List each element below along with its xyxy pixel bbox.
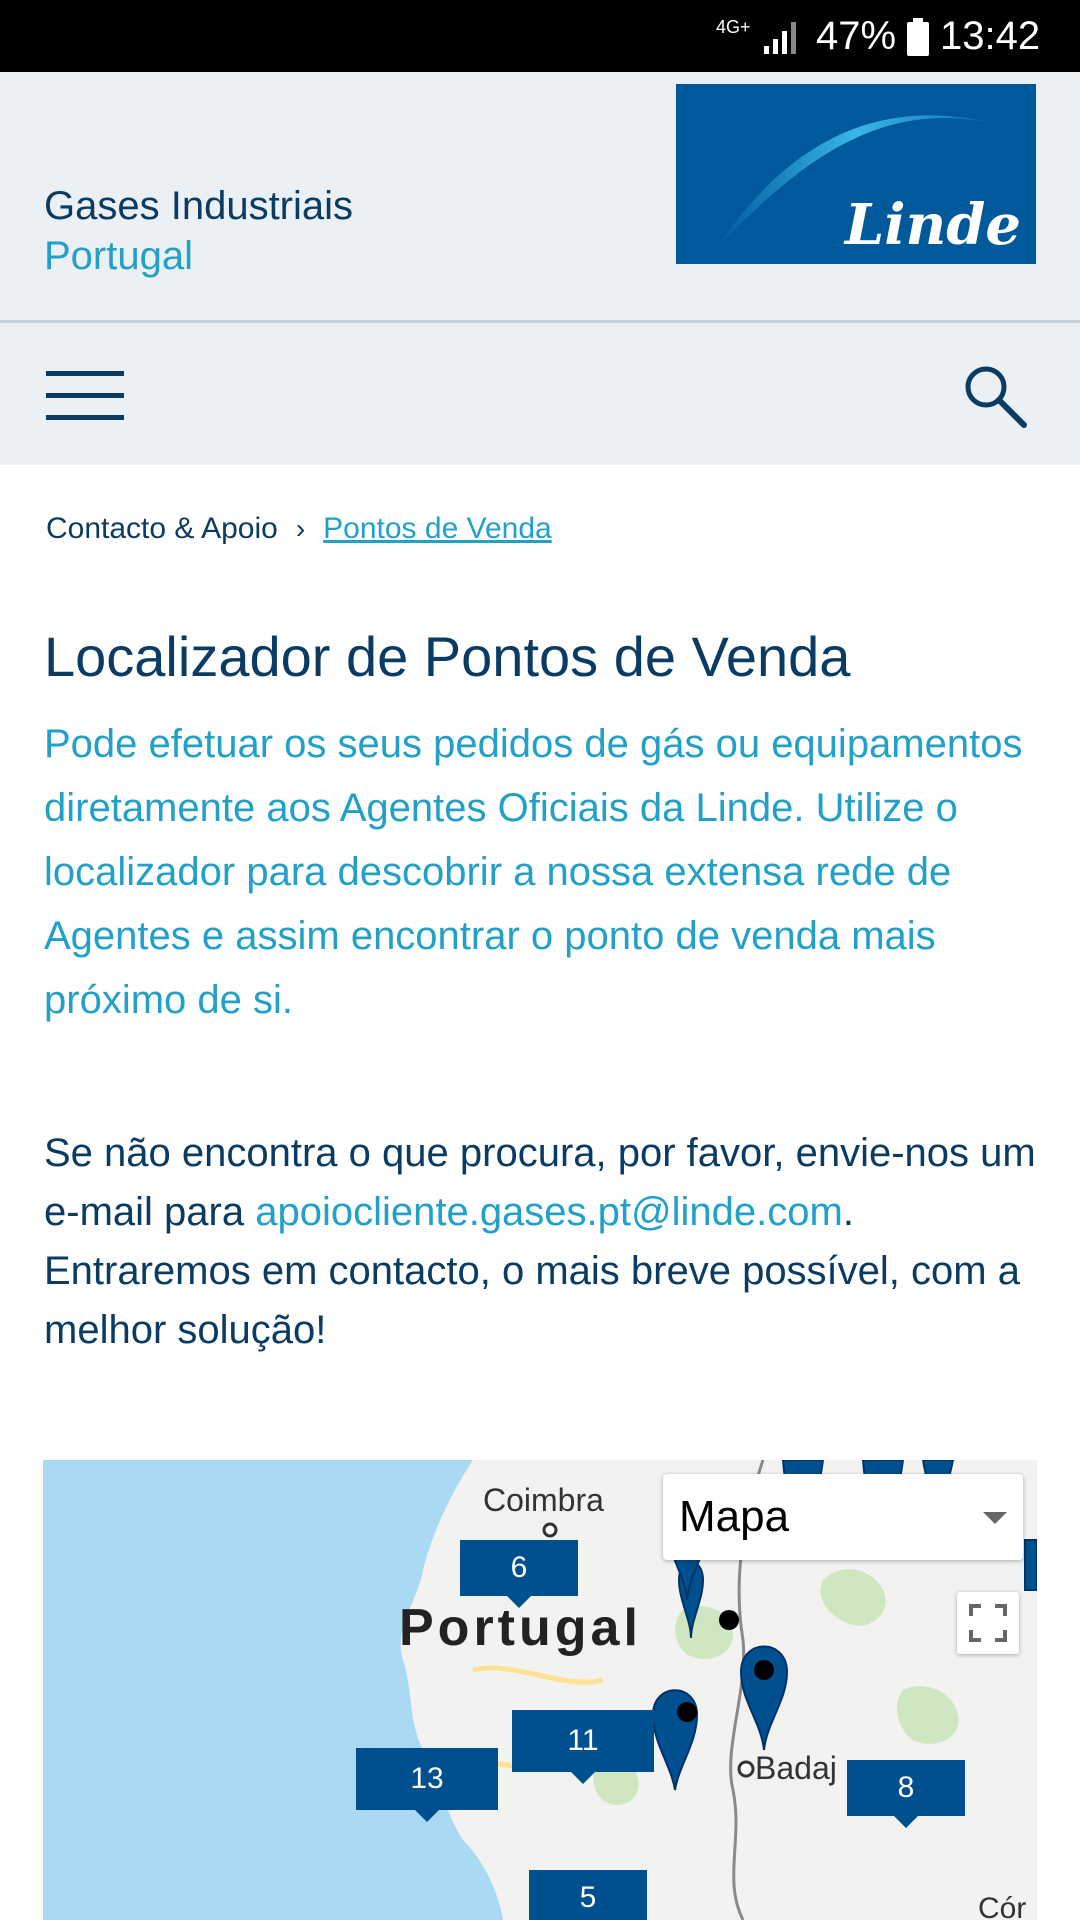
- linde-logo[interactable]: [676, 84, 1036, 264]
- map-city-coimbra: Coimbra: [483, 1482, 604, 1518]
- breadcrumb-current[interactable]: Pontos de Venda: [323, 512, 552, 545]
- signal-icon: [762, 20, 802, 54]
- map-country-label: Portugal: [399, 1599, 642, 1657]
- search-icon[interactable]: [962, 363, 1028, 429]
- network-indicator: 4G+: [716, 17, 751, 37]
- contact-text-before: Se não encontra o que procura, por favor, envie-nos um e-mail para: [44, 1131, 1036, 1234]
- intro-text: Pode efetuar os seus pedidos de gás ou equipamentos diretamente aos Agentes Oficiais da Linde. Utilize o localizador para descobrir a nossa extensa rede de Agentes e assim encontrar o ponto de venda mais próximo de si.: [44, 722, 1023, 1022]
- nav-bar: [0, 323, 1080, 465]
- site-country: Portugal: [44, 234, 193, 278]
- map-cluster-marker[interactable]: 5: [529, 1870, 647, 1920]
- map-type-select[interactable]: [663, 1474, 1023, 1560]
- store-locator-map[interactable]: [43, 1460, 1037, 1920]
- menu-icon[interactable]: [46, 371, 124, 421]
- fullscreen-button[interactable]: [957, 1592, 1019, 1654]
- page-title: Localizador de Pontos de Venda: [44, 625, 851, 688]
- battery-icon: [906, 18, 930, 56]
- svg-text:Linde: Linde: [844, 192, 1021, 258]
- map-cluster-marker[interactable]: 13: [356, 1748, 498, 1810]
- contact-text-after: . Entraremos em contacto, o mais breve possível, com a melhor solução!: [44, 1190, 1020, 1352]
- contact-text: [44, 1124, 1044, 1360]
- map-cluster-marker[interactable]: 6: [460, 1540, 578, 1596]
- map-cluster-marker[interactable]: 8: [847, 1760, 965, 1816]
- site-header: [0, 72, 1080, 323]
- chevron-right-icon: ›: [295, 513, 306, 544]
- fullscreen-icon: [957, 1592, 1019, 1654]
- map-city-cordoba: Cór: [978, 1892, 1027, 1920]
- map-city-badajoz: Badaj: [755, 1750, 837, 1786]
- breadcrumb: [46, 512, 552, 546]
- clock: 13:42: [940, 14, 1041, 58]
- breadcrumb-contact[interactable]: Contacto & Apoio: [46, 512, 278, 545]
- caret-down-icon: [983, 1512, 1007, 1524]
- site-title: Gases Industriais: [44, 184, 354, 228]
- map-type-label: Mapa: [679, 1492, 790, 1541]
- battery-percent: 47%: [816, 14, 897, 58]
- status-bar: [0, 0, 1080, 72]
- map-cluster-marker[interactable]: 11: [512, 1710, 654, 1772]
- email-link[interactable]: apoiocliente.gases.pt@linde.com: [255, 1190, 843, 1234]
